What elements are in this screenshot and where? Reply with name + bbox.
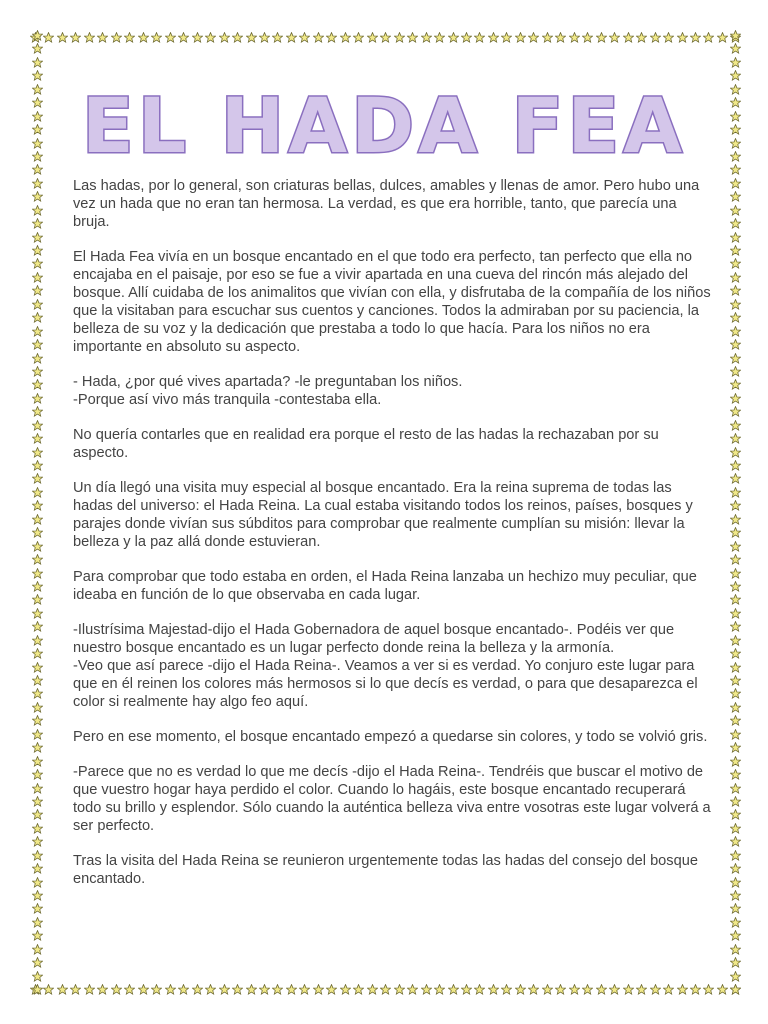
star-icon — [501, 32, 512, 43]
star-icon — [32, 514, 43, 525]
star-icon — [32, 312, 43, 323]
star-icon — [32, 205, 43, 216]
star-icon — [730, 366, 741, 377]
star-icon — [32, 568, 43, 579]
star-icon — [138, 984, 149, 995]
star-icon — [730, 178, 741, 189]
star-border-bottom — [30, 982, 742, 996]
star-icon — [730, 43, 741, 54]
star-icon — [596, 32, 607, 43]
star-icon — [730, 635, 741, 646]
star-icon — [32, 635, 43, 646]
dialogue-line: -Veo que así parece -dijo el Hada Reina-. Veamos a ver si es verdad. Yo conjuro este lugar para que en él reinen los colores más hermosos si lo que decís es verdad, o para que desaparezca el color si realmente hay algo feo aquí. — [73, 658, 698, 710]
star-icon — [730, 258, 741, 269]
star-icon — [32, 245, 43, 256]
star-icon — [367, 984, 378, 995]
star-icon — [178, 984, 189, 995]
star-icon — [730, 809, 741, 820]
star-icon — [340, 984, 351, 995]
star-icon — [286, 32, 297, 43]
star-icon — [43, 32, 54, 43]
star-icon — [32, 30, 43, 41]
star-icon — [730, 971, 741, 982]
star-icon — [32, 903, 43, 914]
star-icon — [32, 218, 43, 229]
star-icon — [43, 984, 54, 995]
star-icon — [32, 742, 43, 753]
title-wordart — [34, 78, 734, 168]
star-icon — [32, 191, 43, 202]
star-icon — [730, 420, 741, 431]
star-icon — [394, 32, 405, 43]
star-icon — [32, 339, 43, 350]
star-icon — [32, 594, 43, 605]
star-icon — [636, 984, 647, 995]
paragraph: El Hada Fea vivía en un bosque encantado en el que todo era perfecto, tan perfecto que ella no encajaba en el paisaje, por eso se fue a vivir apartada en una cueva del rincón más alejado del bosque. Allí cuidaba de los animalitos que vivían con ella, y disfrutaba de la compañía de los niños que la visitaban para escuchar sus cuentos y canciones. Todos la admiraban por su paciencia, la belleza de su voz y la dedicación que prestaba a todo lo que hacía. Para los niños no era importante en absoluto su aspecto. — [73, 249, 711, 355]
star-icon — [32, 850, 43, 861]
star-icon — [313, 984, 324, 995]
star-icon — [32, 500, 43, 511]
dialogue-line: -Parece que no es verdad lo que me decís -dijo el Hada Reina-. Tendréis que buscar el motivo de que vuestro hogar haya perdido el color. Cuando lo hagáis, este bosque encantado recuperará todo su brillo y esplendor. Sólo cuando la auténtica belleza viva entre vosotras este lugar volverá a ser perfecto. — [73, 764, 711, 834]
star-icon — [730, 379, 741, 390]
star-icon — [380, 32, 391, 43]
star-icon — [730, 877, 741, 888]
star-icon — [488, 32, 499, 43]
star-border-right — [728, 30, 742, 996]
star-icon — [461, 32, 472, 43]
star-icon — [582, 32, 593, 43]
star-icon — [488, 984, 499, 995]
star-icon — [730, 890, 741, 901]
star-icon — [32, 581, 43, 592]
star-icon — [677, 32, 688, 43]
star-icon — [421, 984, 432, 995]
star-icon — [730, 850, 741, 861]
star-icon — [730, 863, 741, 874]
star-icon — [246, 984, 257, 995]
star-icon — [32, 688, 43, 699]
star-icon — [448, 984, 459, 995]
star-icon — [32, 178, 43, 189]
star-icon — [730, 917, 741, 928]
star-icon — [730, 285, 741, 296]
star-icon — [32, 729, 43, 740]
star-icon — [32, 420, 43, 431]
star-icon — [32, 971, 43, 982]
star-icon — [299, 32, 310, 43]
star-icon — [623, 984, 634, 995]
star-icon — [461, 984, 472, 995]
star-icon — [97, 32, 108, 43]
star-icon — [32, 285, 43, 296]
star-icon — [730, 353, 741, 364]
star-icon — [32, 232, 43, 243]
star-icon — [730, 836, 741, 847]
star-icon — [32, 541, 43, 552]
star-icon — [650, 984, 661, 995]
star-icon — [32, 715, 43, 726]
star-icon — [596, 984, 607, 995]
star-icon — [730, 594, 741, 605]
star-icon — [219, 984, 230, 995]
paragraph: Pero en ese momento, el bosque encantado empezó a quedarse sin colores, y todo se volvió gris. — [73, 729, 708, 745]
star-icon — [663, 32, 674, 43]
star-icon — [730, 487, 741, 498]
star-icon — [326, 32, 337, 43]
star-icon — [32, 473, 43, 484]
star-icon — [32, 823, 43, 834]
star-icon — [730, 514, 741, 525]
star-icon — [434, 32, 445, 43]
star-border-top — [30, 30, 742, 44]
star-icon — [690, 984, 701, 995]
star-icon — [528, 32, 539, 43]
star-icon — [730, 57, 741, 68]
star-icon — [124, 32, 135, 43]
star-icon — [730, 433, 741, 444]
star-icon — [730, 500, 741, 511]
star-icon — [32, 809, 43, 820]
star-icon — [32, 366, 43, 377]
star-icon — [165, 32, 176, 43]
star-icon — [501, 984, 512, 995]
star-icon — [730, 245, 741, 256]
star-icon — [609, 984, 620, 995]
star-icon — [730, 406, 741, 417]
star-icon — [730, 769, 741, 780]
star-icon — [32, 406, 43, 417]
star-icon — [730, 957, 741, 968]
star-icon — [421, 32, 432, 43]
star-icon — [165, 984, 176, 995]
star-icon — [192, 32, 203, 43]
star-icon — [730, 662, 741, 673]
star-icon — [84, 984, 95, 995]
star-icon — [542, 984, 553, 995]
star-icon — [178, 32, 189, 43]
star-icon — [32, 836, 43, 847]
star-icon — [32, 57, 43, 68]
star-icon — [515, 32, 526, 43]
star-icon — [663, 984, 674, 995]
star-icon — [32, 877, 43, 888]
star-icon — [394, 984, 405, 995]
star-icon — [57, 32, 68, 43]
paragraph: Tras la visita del Hada Reina se reunieron urgentemente todas las hadas del consejo del bosque encantado. — [73, 853, 698, 887]
star-icon — [730, 218, 741, 229]
star-icon — [353, 32, 364, 43]
star-icon — [299, 984, 310, 995]
star-icon — [730, 191, 741, 202]
star-icon — [272, 984, 283, 995]
star-icon — [474, 32, 485, 43]
star-icon — [730, 326, 741, 337]
star-icon — [246, 32, 257, 43]
star-icon — [730, 554, 741, 565]
star-icon — [32, 648, 43, 659]
star-icon — [474, 984, 485, 995]
paragraph: Para comprobar que todo estaba en orden, el Hada Reina lanzaba un hechizo muy peculiar, que ideaba en función de lo que observaba en cada lugar. — [73, 569, 697, 603]
star-icon — [32, 769, 43, 780]
star-icon — [730, 205, 741, 216]
star-icon — [192, 984, 203, 995]
star-icon — [32, 796, 43, 807]
star-icon — [730, 903, 741, 914]
star-icon — [32, 957, 43, 968]
star-icon — [32, 756, 43, 767]
star-icon — [730, 299, 741, 310]
star-icon — [124, 984, 135, 995]
star-icon — [32, 43, 43, 54]
star-icon — [730, 339, 741, 350]
star-icon — [32, 783, 43, 794]
star-icon — [32, 258, 43, 269]
star-icon — [32, 527, 43, 538]
star-icon — [32, 447, 43, 458]
star-icon — [730, 944, 741, 955]
star-icon — [97, 984, 108, 995]
star-icon — [730, 30, 741, 41]
star-icon — [677, 984, 688, 995]
star-icon — [730, 729, 741, 740]
star-icon — [32, 353, 43, 364]
star-icon — [32, 917, 43, 928]
star-icon — [32, 272, 43, 283]
paragraph: Un día llegó una visita muy especial al bosque encantado. Era la reina suprema de todas las hadas del universo: el Hada Reina. La cual estaba visitando todos los reinos, países, bosques y parajes donde vivían sus súbditos para comprobar que realmente cumplían su misión: llevar la belleza y la paz allá donde estuvieran. — [73, 480, 693, 550]
star-icon — [32, 460, 43, 471]
star-border-left — [30, 30, 44, 996]
star-icon — [730, 608, 741, 619]
star-icon — [730, 715, 741, 726]
star-icon — [730, 742, 741, 753]
star-icon — [151, 32, 162, 43]
star-icon — [730, 621, 741, 632]
page-title — [0, 78, 768, 168]
star-icon — [32, 326, 43, 337]
star-icon — [690, 32, 701, 43]
star-icon — [434, 984, 445, 995]
star-icon — [730, 272, 741, 283]
star-icon — [138, 32, 149, 43]
star-icon — [205, 984, 216, 995]
star-icon — [70, 984, 81, 995]
star-icon — [32, 863, 43, 874]
star-icon — [32, 608, 43, 619]
star-icon — [730, 541, 741, 552]
star-icon — [32, 379, 43, 390]
star-icon — [515, 984, 526, 995]
star-icon — [259, 32, 270, 43]
star-icon — [32, 675, 43, 686]
star-icon — [703, 32, 714, 43]
star-icon — [32, 299, 43, 310]
star-icon — [730, 796, 741, 807]
star-icon — [286, 984, 297, 995]
star-icon — [111, 32, 122, 43]
star-icon — [703, 984, 714, 995]
star-icon — [730, 675, 741, 686]
dialogue-line: -Ilustrísima Majestad-dijo el Hada Gobernadora de aquel bosque encantado-. Podéis ver que nuestro bosque encantado es un lugar perfecto donde reina la belleza y la armonía. — [73, 622, 675, 656]
paragraph: Las hadas, por lo general, son criaturas bellas, dulces, amables y llenas de amor. Pero hubo una vez un hada que no eran tan hermosa. La verdad, es que era horrible, tanto, que parecía una bruja. — [73, 178, 700, 230]
star-icon — [569, 32, 580, 43]
star-icon — [730, 312, 741, 323]
star-icon — [272, 32, 283, 43]
star-icon — [555, 32, 566, 43]
star-icon — [730, 527, 741, 538]
star-icon — [407, 32, 418, 43]
star-icon — [407, 984, 418, 995]
star-icon — [609, 32, 620, 43]
star-icon — [232, 984, 243, 995]
star-icon — [70, 32, 81, 43]
star-icon — [730, 473, 741, 484]
star-icon — [730, 581, 741, 592]
star-icon — [326, 984, 337, 995]
star-icon — [340, 32, 351, 43]
star-icon — [32, 702, 43, 713]
star-icon — [219, 32, 230, 43]
star-icon — [730, 688, 741, 699]
star-icon — [32, 944, 43, 955]
star-icon — [730, 393, 741, 404]
star-icon — [730, 930, 741, 941]
star-icon — [205, 32, 216, 43]
paragraph: No quería contarles que en realidad era porque el resto de las hadas la rechazaban por su aspecto. — [73, 427, 659, 461]
star-icon — [367, 32, 378, 43]
star-icon — [259, 984, 270, 995]
title-text: EL HADA FEA — [81, 81, 687, 168]
star-icon — [111, 984, 122, 995]
star-icon — [380, 984, 391, 995]
star-icon — [569, 984, 580, 995]
star-icon — [32, 433, 43, 444]
star-icon — [555, 984, 566, 995]
star-icon — [730, 232, 741, 243]
star-icon — [730, 984, 741, 995]
star-icon — [32, 984, 43, 995]
star-icon — [730, 783, 741, 794]
dialogue-line: - Hada, ¿por qué vives apartada? -le preguntaban los niños. — [73, 374, 463, 390]
star-icon — [32, 930, 43, 941]
star-icon — [151, 984, 162, 995]
star-icon — [636, 32, 647, 43]
star-icon — [542, 32, 553, 43]
star-icon — [32, 393, 43, 404]
star-icon — [32, 554, 43, 565]
star-icon — [32, 890, 43, 901]
star-icon — [232, 32, 243, 43]
star-icon — [650, 32, 661, 43]
star-icon — [448, 32, 459, 43]
star-icon — [730, 648, 741, 659]
star-icon — [730, 447, 741, 458]
star-icon — [717, 32, 728, 43]
star-icon — [84, 32, 95, 43]
star-icon — [32, 621, 43, 632]
star-icon — [32, 662, 43, 673]
star-icon — [730, 756, 741, 767]
star-icon — [730, 460, 741, 471]
star-icon — [730, 702, 741, 713]
star-icon — [32, 487, 43, 498]
story-body — [73, 177, 713, 905]
star-icon — [528, 984, 539, 995]
star-icon — [730, 823, 741, 834]
star-icon — [623, 32, 634, 43]
star-icon — [57, 984, 68, 995]
star-icon — [353, 984, 364, 995]
star-icon — [313, 32, 324, 43]
star-icon — [717, 984, 728, 995]
star-icon — [582, 984, 593, 995]
dialogue-line: -Porque así vivo más tranquila -contestaba ella. — [73, 392, 382, 408]
star-icon — [730, 568, 741, 579]
